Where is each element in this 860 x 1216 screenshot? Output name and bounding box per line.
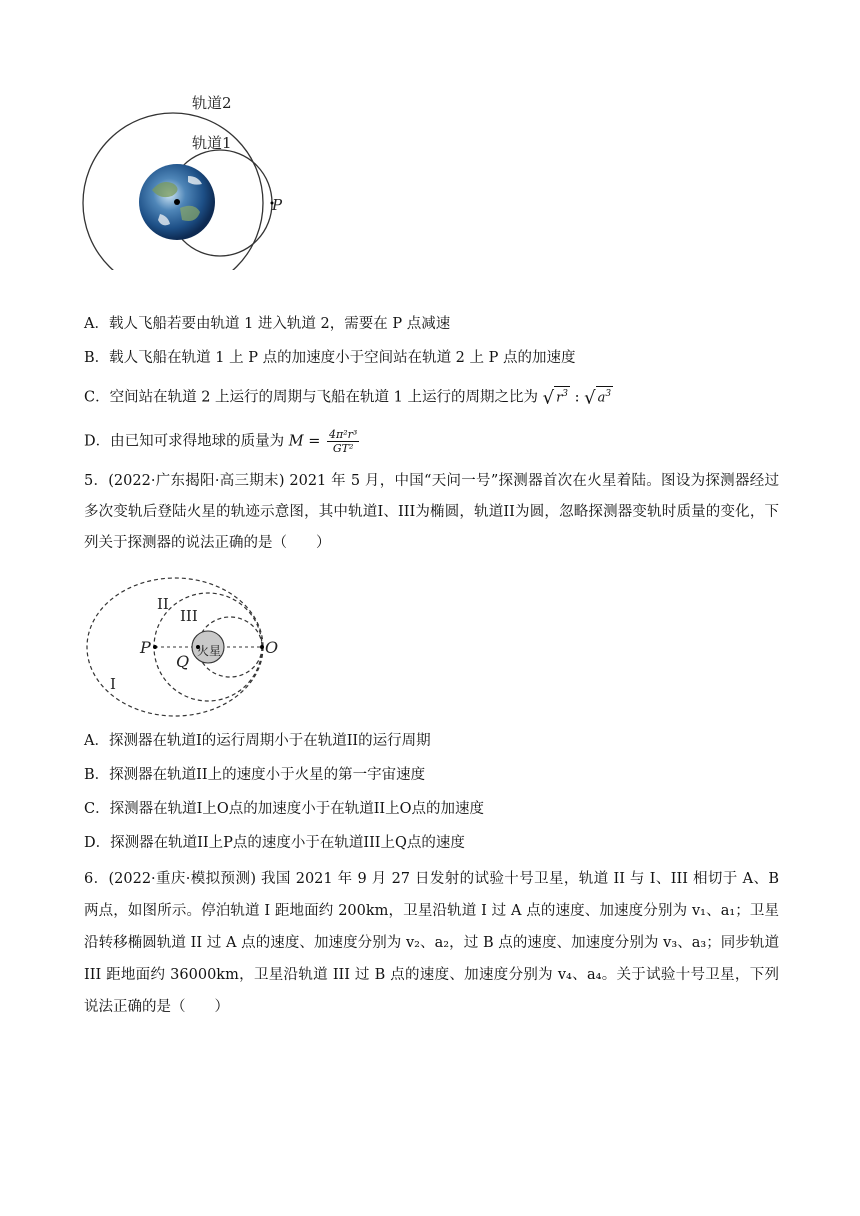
point-q-label: Q — [176, 652, 190, 671]
q4-option-d: D．由已知可求得地球的质量为 M = $\frac{\text{4π²r³}}{\text{GT²}}$ — [84, 428, 358, 455]
point-o-label: O — [265, 638, 279, 657]
orbit-figure-1 — [80, 90, 290, 270]
point-o-dot — [260, 645, 264, 649]
point-p-label: P — [272, 196, 283, 214]
orbit-III-label: III — [180, 607, 198, 625]
q5-option-d: D．探测器在轨道II上P点的速度小于在轨道III上Q点的速度 — [84, 835, 465, 851]
q4-option-b: B．载人飞船在轨道 1 上 P 点的加速度小于空间站在轨道 2 上 P 点的加速度 — [84, 350, 576, 366]
orbit-1-label: 轨道1 — [192, 134, 232, 152]
orbit-2-label: 轨道2 — [192, 94, 232, 112]
orbit-I-label: I — [110, 675, 116, 693]
q5-option-a: A．探测器在轨道I的运行周期小于在轨道II的运行周期 — [84, 733, 431, 749]
q5-option-c: C．探测器在轨道I上O点的加速度小于在轨道II上O点的加速度 — [84, 801, 485, 817]
earth-center — [174, 199, 180, 205]
planet-label: 火星 — [197, 644, 222, 658]
orbit-II-label: II — [157, 595, 169, 613]
q5-stem: 5．(2022·广东揭阳·高三期末) 2021 年 5 月，中国“天问一号”探测器首次在火星着陆。图设为探测器经过多次变轨后登陆火星的轨迹示意图，其中轨道I、III为椭圆，轨道II为圆，忽略探测器变轨时质量的变化，下列关于探测器的说法正确的是（ ） — [84, 473, 779, 551]
point-p-dot — [153, 645, 157, 649]
q4-option-c: C．空间站在轨道 2 上运行的周期与飞船在轨道 1 上运行的周期之比为 √ $r^3$ : √ $a^3$ — [84, 387, 612, 409]
orbit-figure-2 — [80, 575, 300, 725]
q6-stem: 6．(2022·重庆·模拟预测) 我国 2021 年 9 月 27 日发射的试验十号卫星，轨道 II 与 I、III 相切于 A、B 两点，如图所示。停泊轨道 I 距地面约 200km，卫星沿轨道 I 过 A 点的速度、加速度分别为 v₁、a₁；卫星沿转移椭圆轨道 II 过 A 点的速度、加速度分别为 v₂、a₂，过 B 点的速度、加速度分别为 v₃、a₃；同步轨道 III 距地面约 36000km，卫星沿轨道 III 过 B 点的速度、加速度分别为 v₄、a₄。关于试验十号卫星，下列说法正确的是（ ） — [84, 871, 779, 1015]
q5-option-b: B．探测器在轨道II上的速度小于火星的第一宇宙速度 — [84, 767, 426, 783]
q4-option-a: A．载人飞船若要由轨道 1 进入轨道 2，需要在 P 点减速 — [84, 316, 451, 332]
point-p-label: P — [140, 638, 151, 657]
